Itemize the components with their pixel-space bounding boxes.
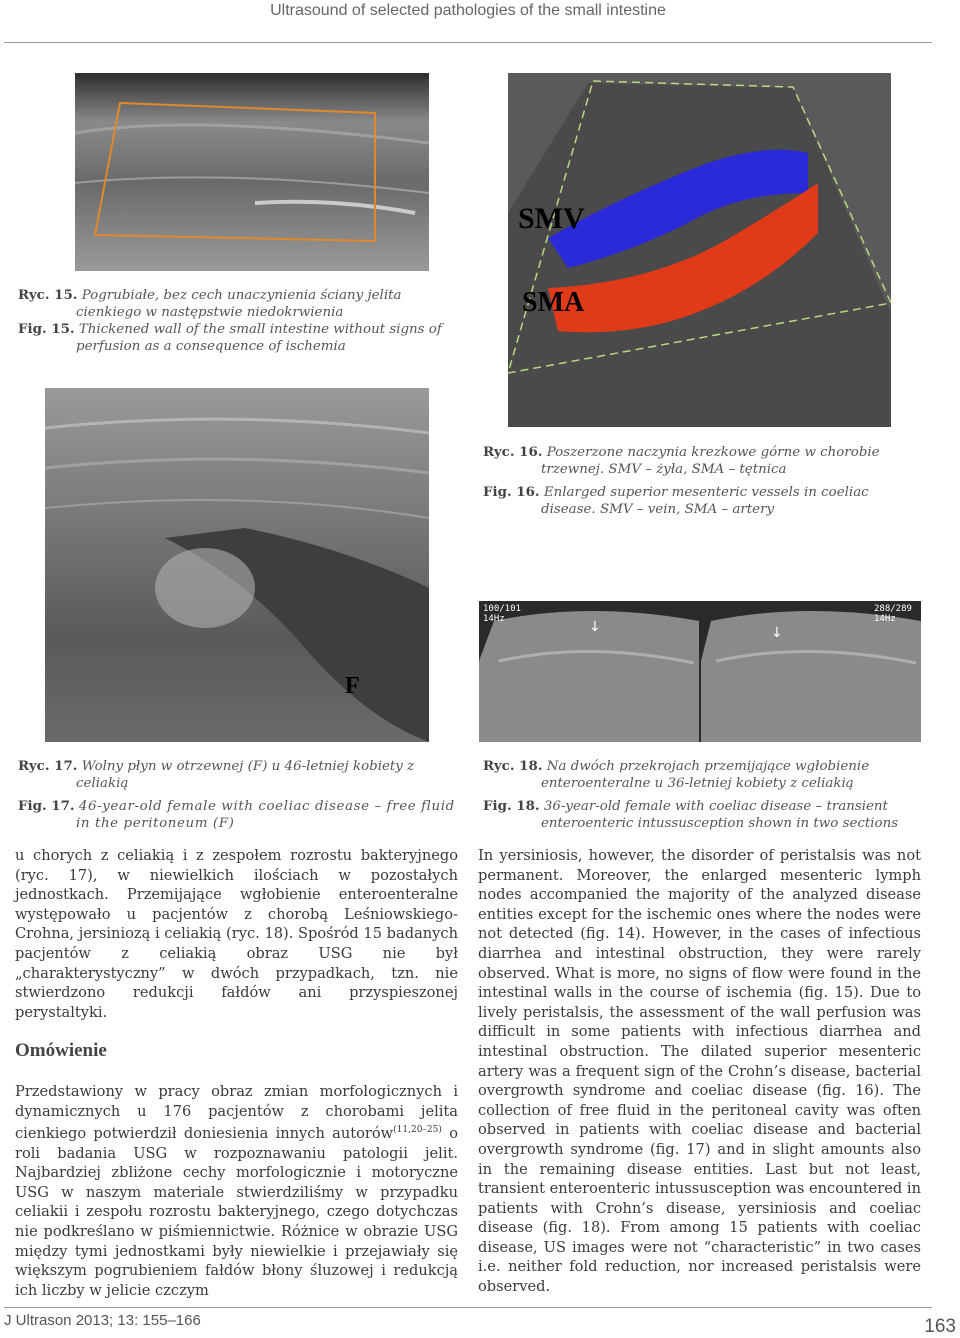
fig16-ryc-label: Ryc. 16. xyxy=(483,444,543,460)
para2-reference: (11,20–25) xyxy=(393,1125,442,1136)
journal-citation: J Ultrason 2013; 13: 155–166 xyxy=(4,1312,201,1329)
fig16-fig-text: Enlarged superior mesenteric vessels in coeliac disease. SMV – vein, SMA – artery xyxy=(541,485,869,517)
fig15-ultrasound-image xyxy=(75,73,429,271)
page-number: 163 xyxy=(924,1316,956,1337)
left-column-para2 xyxy=(15,1082,458,1300)
readout-right: 288/289 14Hz xyxy=(874,604,912,624)
fig18-ryc-label: Ryc. 18. xyxy=(483,758,543,774)
fig17-ultrasound-image xyxy=(45,388,429,742)
sma-label: SMA xyxy=(522,287,585,318)
fig18-fig-text: 36-year-old female with coeliac disease – transient enteroenteric intussusception shown in two sections xyxy=(541,799,899,831)
section-heading-omowienie: Omówienie xyxy=(15,1040,107,1061)
para2-start: Przedstawiony w pracy obraz zmian morfologicznych i dynamicznych u 176 pacjentów z chorobami jelita cienkiego potwierdził doniesienia innych autorów xyxy=(15,1083,458,1143)
fig16-ryc-text: Poszerzone naczynia krezkowe górne w chorobie trzewnej. SMV – żyła, SMA – tętnica xyxy=(541,445,880,477)
fig15-fig-label: Fig. 15. xyxy=(18,321,75,337)
fluid-label: F xyxy=(345,673,360,699)
fig17-fig-label: Fig. 17. xyxy=(18,798,75,814)
arrow-down-icon-right: ↓ xyxy=(771,625,783,641)
fig18-ryc-text: Na dwóch przekrojach przemijające wgłobienie enteroenteralne u 36-letniej kobiety z celiakią xyxy=(541,759,870,791)
readout-left: 100/101 14Hz xyxy=(483,604,521,624)
fig17-ryc-label: Ryc. 17. xyxy=(18,758,78,774)
right-column-para: In yersiniosis, however, the disorder of peristalsis was not permanent. Moreover, the enlarged mesenteric lymph nodes accompanied the majority of the analyzed disease entities except for the ischemic ones where the nodes were not detected (fig. 14). However, in the cases of infectious diarrhea and intestinal obstruction, they were rarely observed. What is more, no signs of flow were found in the intestinal walls in the course of ischemia (fig. 15). Due to lively peristalsis, the assessment of the wall perfusion was difficult in some patients with infectious diarrhea and intestinal obstruction. The dilated superior mesenteric artery was a frequent sign of the Crohn’s disease, bacterial overgrowth syndrome and coeliac disease (fig. 16). The collection of free fluid in the peritoneal cavity was often observed in patients with coeliac disease and bacterial overgrowth syndrome (fig. 17) and in slight amounts also in the remaining disease entities. Last but not least, transient enteroenteric intussusception was encountered in patients with Crohn’s disease, yersiniosis and coeliac disease (fig. 18). From among 15 patients with coeliac disease, US images were not “characteristic” in two cases i.e. neither fold reduction, nor increased peristalsis were observed. xyxy=(478,847,921,1296)
arrow-down-icon-left: ↓ xyxy=(589,619,601,635)
left-column-para1: u chorych z celiakią i z zespołem rozrostu bakteryjnego (ryc. 17), w niewielkich ilościach w pozostałych jednostkach. Przemijające wgłobienie enteroenteralne występowało u pacjentów z chorobą Leśniowskiego-Crohna, jersiniozą i celiakią (ryc. 18). Spośród 15 badanych pacjentów z celiakią obraz USG nie był „charakterystyczny” w dwóch przypadkach, tzn. nie stwierdzono redukcji fałdów ani przyspieszonej perystaltyki. xyxy=(15,847,458,1021)
fig16-doppler-image xyxy=(508,73,891,427)
fig17-fig-text: 46-year-old female with coeliac disease – free fluid in the peritoneum (F) xyxy=(76,799,455,831)
fig17-caption xyxy=(18,758,458,832)
fig16-fig-label: Fig. 16. xyxy=(483,484,540,500)
fig15-ryc-label: Ryc. 15. xyxy=(18,287,78,303)
fig18-ultrasound-image xyxy=(479,601,921,742)
fig15-fig-text: Thickened wall of the small intestine without signs of perfusion as a consequence of ischemia xyxy=(76,322,442,354)
fig18-fig-label: Fig. 18. xyxy=(483,798,540,814)
fig15-caption xyxy=(18,287,458,355)
header-rule xyxy=(4,42,932,43)
running-title: Ultrasound of selected pathologies of the small intestine xyxy=(270,2,666,19)
smv-label: SMV xyxy=(518,202,585,235)
fig15-ryc-text: Pogrubiałe, bez cech unaczynienia ściany jelita cienkiego w następstwie niedokrwienia xyxy=(76,288,402,320)
para2-end: o roli badania USG w rozpoznawaniu patologii jelit. Najbardziej zbliżone cechy morfologicznie i motoryczne USG w naszym materiale stwierdziliśmy w przypadku celiakii i zespołu rozrostu bakteryjnego, czego dotychczas nie podkreślano w piśmiennictwie. Różnice w obrazie USG między tymi jednostkami były niewielkie i przejawiały się większym pogrubieniem fałdów błony śluzowej i redukcją ich liczby w jelicie czczym xyxy=(15,1125,458,1299)
fig16-caption xyxy=(483,444,923,518)
fig18-caption xyxy=(483,758,923,832)
footer-rule xyxy=(4,1307,932,1308)
fig17-ryc-text: Wolny płyn w otrzewnej (F) u 46-letniej kobiety z celiakią xyxy=(76,759,415,791)
